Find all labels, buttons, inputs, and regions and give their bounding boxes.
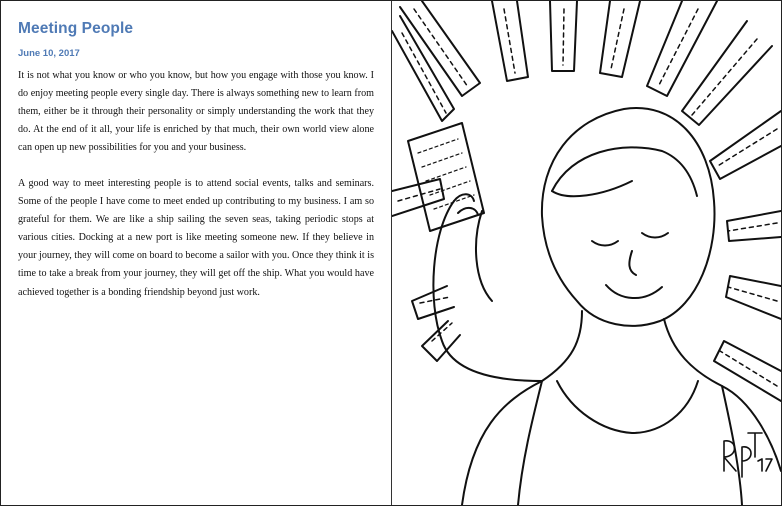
article-paragraph-2: A good way to meet interesting people is to attend social events, talks and seminars. Some of the people I have come to meet ended up contributing to my business. I am so grateful for them. We are like a ship sailing the seven seas, taking periodic stops at various cities. Docking at a new port is like meeting someone new. If they believe in your journey, they will come on board to become a sailor with you. Once they think it is time to take a break from your journey, they will get off the ship. What you would have achieved together is a bonding friendship beyond just work. [18,178,374,298]
eye-left [592,241,618,246]
article-title: Meeting People [18,20,134,37]
ray-hatching [398,9,777,386]
arm [433,201,542,381]
article-paragraph-1: It is not what you know or who you know, but how you engage with those you know. I do enjoy meeting people every single day. There is always something new to learn from them, either be it through their personality or simply understanding the work that they do. At the end of it all, your life is enriched by that much, their own world view alone can open up new possibilities for you and your business. [18,70,374,154]
eye-right [642,233,668,238]
smile [606,285,662,298]
article-column [18,16,374,302]
illustration-drawing [392,1,782,505]
head-outline [542,108,715,326]
artist-signature [724,433,772,477]
ink-illustration [391,1,782,505]
article-date: June 10, 2017 [18,48,80,59]
